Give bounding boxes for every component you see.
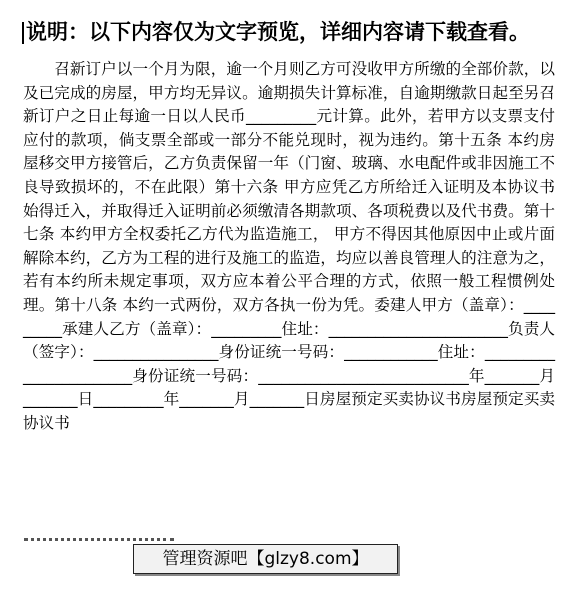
download-site-button[interactable]: 管理资源吧【glzy8.com】 xyxy=(133,544,398,574)
preview-notice: 说明：以下内容仅为文字预览，详细内容请下载查看。 xyxy=(26,20,530,44)
document-body xyxy=(23,58,555,436)
text-cursor xyxy=(22,22,24,44)
document-paragraph: 召新订户以一个月为限，逾一个月则乙方可没收甲方所缴的全部价款，以及已完成的房屋，甲方均无异议。逾期损失计算标准，自逾期缴款日起至另召新订户之日止每逾一日以人民币_________元计算。此外，若甲方以支票支付应付的款项，倘支票全部或一部分不能兑现时，视为违约。第十五条 本约房屋移交甲方接管后，乙方负责保留一年（门窗、玻璃、水电配件或非因施工不良导致损坏的，不在此限）第十六条 甲方应凭乙方所给迁入证明及本协议书始得迁入，并取得迁入证明前必须缴清各期款项、各项税费以及代书费。第十七条 本约甲方全权委托乙方代为监造施工， 甲方不得因其他原因中止或片面解除本约，乙方为工程的进行及施工的监造，均应以善良管理人的注意为之，若有本约所未规定事项，双方应本着公平合理的方式，依照一般工程惯例处理。第十八条 本约一式两份，双方各执一份为凭。委建人甲方（盖章）：_________承建人乙方（盖章）：_________住址：_______________________负责人（签字）：________________身份证统一号码：____________住址：_______________________身份证统一号码：___________________________年_______月_______日_________年_______月_______日房屋预定买卖协议书房屋预定买卖协议书 xyxy=(23,60,555,432)
